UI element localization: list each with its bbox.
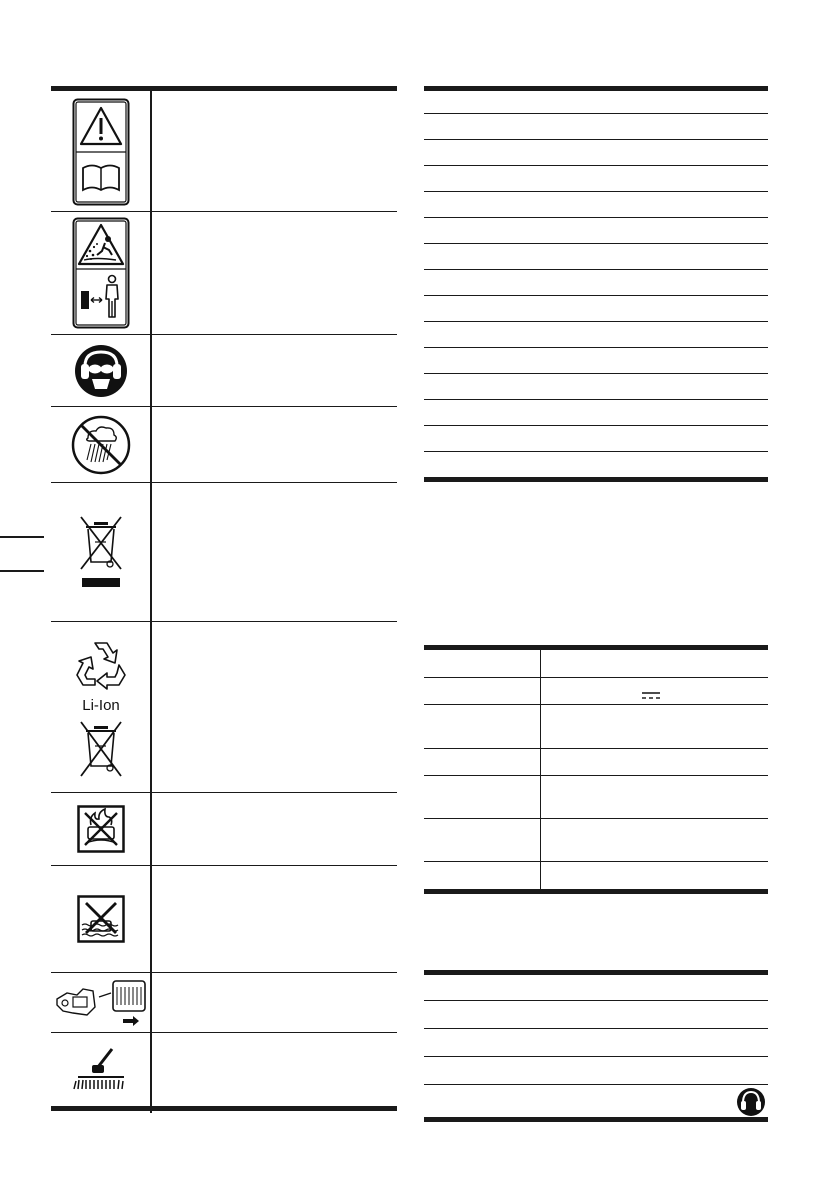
row-divider bbox=[51, 406, 397, 407]
table-row bbox=[424, 243, 768, 244]
symbol-row-li-ion-recycling bbox=[51, 624, 151, 792]
symbol-row-no-rain bbox=[51, 408, 151, 482]
symbol-row-weee-disposal bbox=[51, 484, 151, 620]
table-row bbox=[424, 113, 768, 114]
row-divider bbox=[51, 792, 397, 793]
table-row bbox=[424, 1084, 768, 1085]
row-divider bbox=[51, 334, 397, 335]
table-top-rule bbox=[424, 86, 768, 91]
table-row bbox=[424, 748, 768, 749]
table-row bbox=[424, 861, 768, 862]
table-row bbox=[424, 373, 768, 374]
table-bottom-rule bbox=[424, 1117, 768, 1122]
row-divider bbox=[51, 621, 397, 622]
component-list-table bbox=[424, 86, 768, 484]
page-tab-marker-bottom bbox=[0, 570, 44, 572]
crossed-out-bin-icon bbox=[76, 720, 126, 780]
symbol-row-battery-insert bbox=[51, 974, 151, 1032]
table-top-rule bbox=[424, 645, 768, 650]
table-row bbox=[424, 217, 768, 218]
no-water-immersion-icon bbox=[77, 895, 125, 943]
page-tab-marker-top bbox=[0, 536, 44, 538]
table-row bbox=[424, 191, 768, 192]
table-row bbox=[424, 425, 768, 426]
symbol-row-warning-read-manual bbox=[51, 94, 151, 210]
table-row bbox=[424, 321, 768, 322]
symbol-row-eye-ear-protection bbox=[51, 336, 151, 406]
symbols-table bbox=[51, 86, 397, 1113]
cutting-height-icon bbox=[68, 1045, 134, 1095]
battery-insert-icon bbox=[53, 977, 149, 1029]
table-row bbox=[424, 1056, 768, 1057]
thrown-objects-keep-distance-icon bbox=[72, 217, 130, 329]
technical-data-table bbox=[424, 645, 768, 897]
no-rain-icon bbox=[70, 414, 132, 476]
symbol-row-no-fire bbox=[51, 794, 151, 864]
symbol-row-thrown-objects-bystanders bbox=[51, 214, 151, 332]
table-row bbox=[424, 347, 768, 348]
row-divider bbox=[51, 1032, 397, 1033]
column-divider bbox=[540, 650, 541, 892]
eye-and-ear-protection-icon bbox=[74, 344, 128, 398]
li-ion-label: Li-Ion bbox=[82, 696, 120, 714]
row-divider bbox=[51, 865, 397, 866]
symbol-row-no-water bbox=[51, 867, 151, 971]
table-row bbox=[424, 451, 768, 452]
table-row bbox=[424, 677, 768, 678]
table-bottom-rule bbox=[424, 477, 768, 482]
dc-symbol-icon bbox=[641, 691, 661, 701]
row-divider bbox=[51, 211, 397, 212]
table-row bbox=[424, 139, 768, 140]
no-fire-icon bbox=[77, 805, 125, 853]
table-row bbox=[424, 818, 768, 819]
table-row bbox=[424, 295, 768, 296]
table-row bbox=[424, 1028, 768, 1029]
noise-vibration-table bbox=[424, 970, 768, 1128]
row-divider bbox=[51, 972, 397, 973]
table-row bbox=[424, 165, 768, 166]
table-top-rule bbox=[424, 970, 768, 975]
table-row bbox=[424, 399, 768, 400]
warning-triangle-and-manual-icon bbox=[72, 98, 130, 206]
table-row bbox=[424, 1000, 768, 1001]
symbol-row-cutting-height bbox=[51, 1034, 151, 1106]
row-divider bbox=[51, 482, 397, 483]
table-row bbox=[424, 269, 768, 270]
ear-protection-icon bbox=[736, 1087, 766, 1117]
table-row bbox=[424, 775, 768, 776]
table-bottom-rule bbox=[424, 889, 768, 894]
crossed-out-bin-icon bbox=[76, 512, 126, 592]
recycle-icon bbox=[73, 637, 129, 693]
table-row bbox=[424, 704, 768, 705]
table-bottom-rule bbox=[51, 1106, 397, 1111]
table-top-rule bbox=[51, 86, 397, 91]
